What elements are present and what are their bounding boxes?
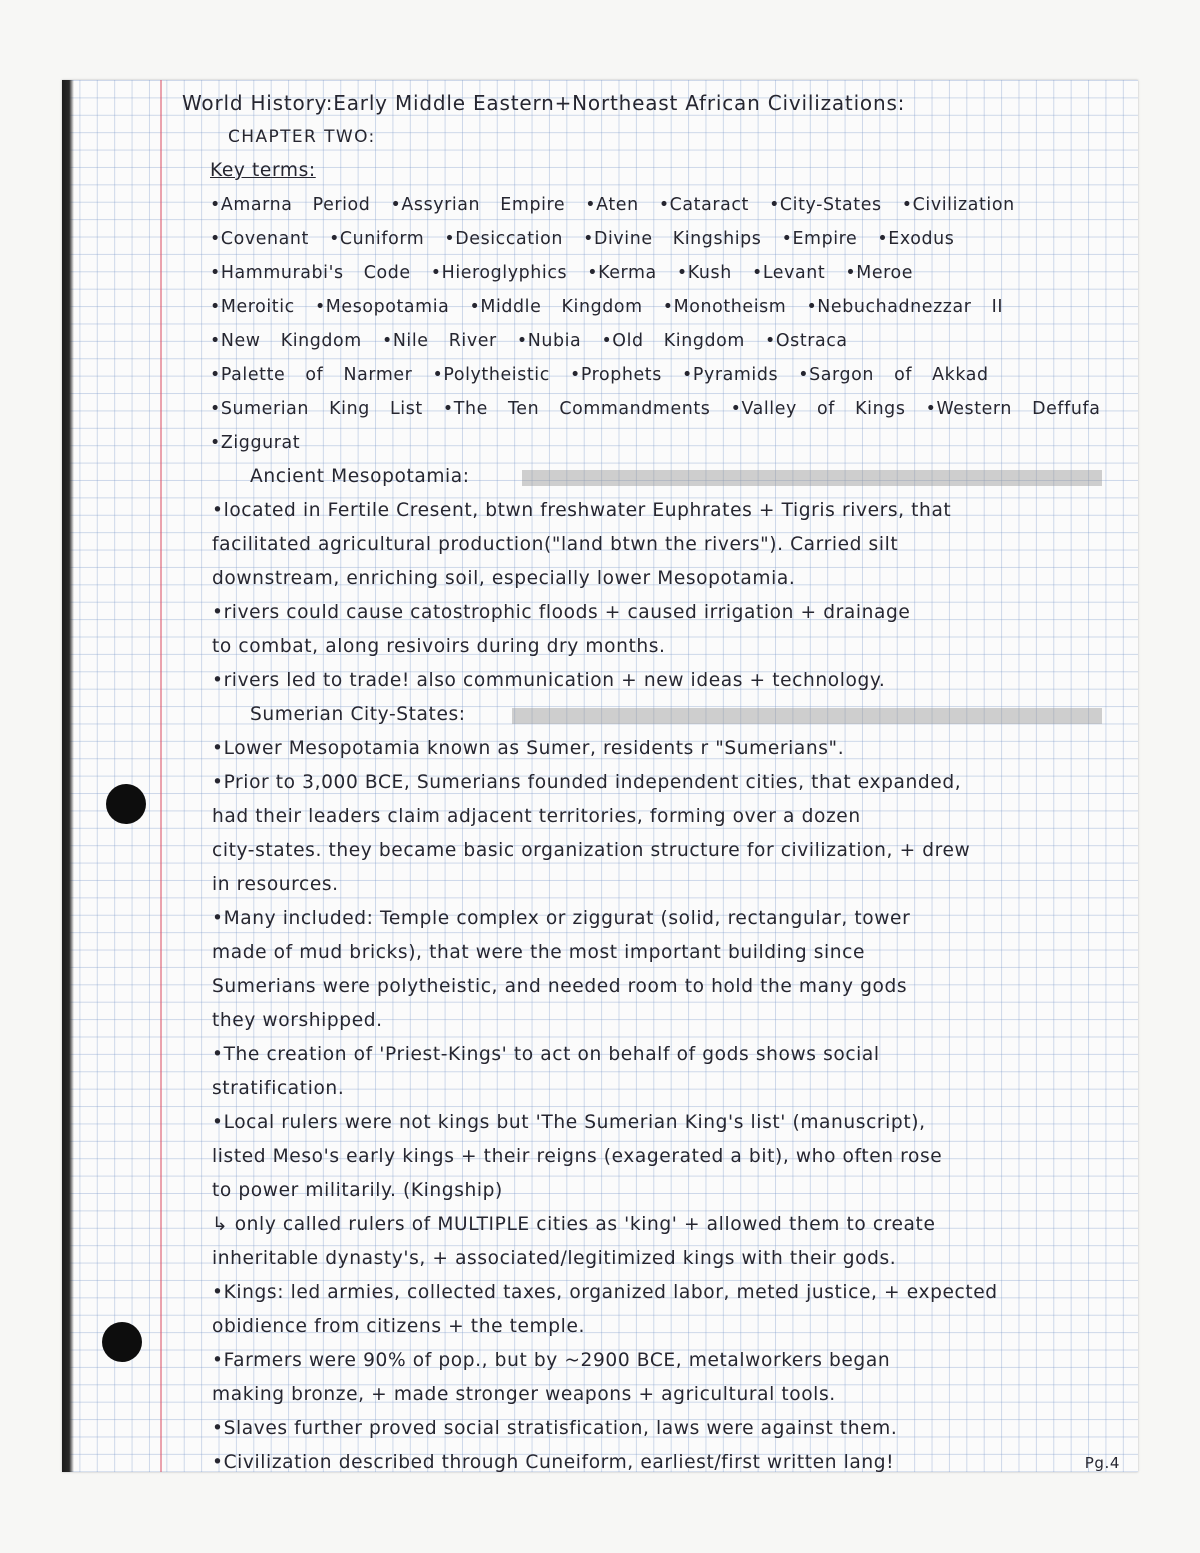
note-line: •Kings: led armies, collected taxes, organized labor, meted justice, + expected: [212, 1282, 998, 1303]
note-line: making bronze, + made stronger weapons + agricultural tools.: [212, 1384, 836, 1405]
note-line: to combat, along resivoirs during dry months.: [212, 636, 666, 657]
note-line-last: [182, 1446, 1132, 1480]
note-line: •Lower Mesopotamia known as Sumer, residents r "Sumerians".: [212, 738, 845, 759]
note-line: had their leaders claim adjacent territories, forming over a dozen: [212, 806, 861, 827]
note-line: •Many included: Temple complex or ziggurat (solid, rectangular, tower: [212, 908, 911, 929]
section-heading-sumerian-city-states: Sumerian City-States:: [182, 698, 1132, 732]
page-title: World History:Early Middle Eastern+Northeast African Civilizations:: [182, 91, 906, 115]
key-terms-line: •Palette of Narmer •Polytheistic •Prophets •Pyramids •Sargon of Akkad: [210, 365, 989, 385]
note-line: in resources.: [212, 874, 339, 895]
note-line: obidience from citizens + the temple.: [212, 1316, 585, 1337]
page-number: Pg.4: [1084, 1454, 1120, 1472]
note-line: stratification.: [212, 1078, 345, 1099]
key-terms-line: •New Kingdom •Nile River •Nubia •Old Kingdom •Ostraca: [210, 331, 848, 351]
note-line-text: •Civilization described through Cuneiform, earliest/first written lang!: [212, 1452, 895, 1473]
note-line: facilitated agricultural production("land btwn the rivers"). Carried silt: [212, 534, 899, 555]
note-line: downstream, enriching soil, especially lower Mesopotamia.: [212, 568, 796, 589]
margin-line: [160, 80, 162, 1472]
note-line: •Farmers were 90% of pop., but by ~2900 BCE, metalworkers began: [212, 1350, 891, 1371]
note-line: •Prior to 3,000 BCE, Sumerians founded independent cities, that expanded,: [212, 772, 962, 793]
note-line: •rivers led to trade! also communication + new ideas + technology.: [212, 670, 886, 691]
key-terms-line: •Covenant •Cuniform •Desiccation •Divine Kingships •Empire •Exodus: [210, 229, 955, 249]
note-line: inheritable dynasty's, + associated/legitimized kings with their gods.: [212, 1248, 897, 1269]
key-terms-heading: Key terms:: [210, 160, 316, 181]
note-line: •rivers could cause catostrophic floods + caused irrigation + drainage: [212, 602, 911, 623]
note-line: city-states. they became basic organization structure for civilization, + drew: [212, 840, 971, 861]
note-line: •The creation of 'Priest-Kings' to act on behalf of gods shows social: [212, 1044, 880, 1065]
page-binding-edge: [62, 80, 74, 1472]
note-line: •Local rulers were not kings but 'The Sumerian King's list' (manuscript),: [212, 1112, 926, 1133]
note-line: Sumerians were polytheistic, and needed room to hold the many gods: [212, 976, 908, 997]
note-line: listed Meso's early kings + their reigns (exagerated a bit), who often rose: [212, 1146, 943, 1167]
key-terms-line: •Sumerian King List •The Ten Commandments •Valley of Kings •Western Deffufa: [210, 399, 1101, 419]
key-terms-line: •Ziggurat: [210, 433, 301, 453]
note-line: •located in Fertile Cresent, btwn freshwater Euphrates + Tigris rivers, that: [212, 500, 952, 521]
key-terms-line: •Hammurabi's Code •Hieroglyphics •Kerma •Kush •Levant •Meroe: [210, 263, 914, 283]
note-line: to power militarily. (Kingship): [212, 1180, 503, 1201]
binder-hole-top: [106, 784, 146, 824]
note-line: •Slaves further proved social stratisfication, laws were against them.: [212, 1418, 898, 1439]
key-terms-line: •Meroitic •Mesopotamia •Middle Kingdom •Monotheism •Nebuchadnezzar II: [210, 297, 1004, 317]
note-line: they worshipped.: [212, 1010, 383, 1031]
chapter-heading: CHAPTER TWO:: [228, 127, 376, 147]
section-heading-ancient-mesopotamia: Ancient Mesopotamia:: [182, 460, 1132, 494]
key-terms-line: •Amarna Period •Assyrian Empire •Aten •Cataract •City-States •Civilization: [210, 195, 1015, 215]
note-line: made of mud bricks), that were the most important building since: [212, 942, 866, 963]
handwritten-notes: [182, 86, 1132, 1480]
note-line: ↳ only called rulers of MULTIPLE cities as 'king' + allowed them to create: [212, 1214, 936, 1235]
binder-hole-bottom: [102, 1322, 142, 1362]
